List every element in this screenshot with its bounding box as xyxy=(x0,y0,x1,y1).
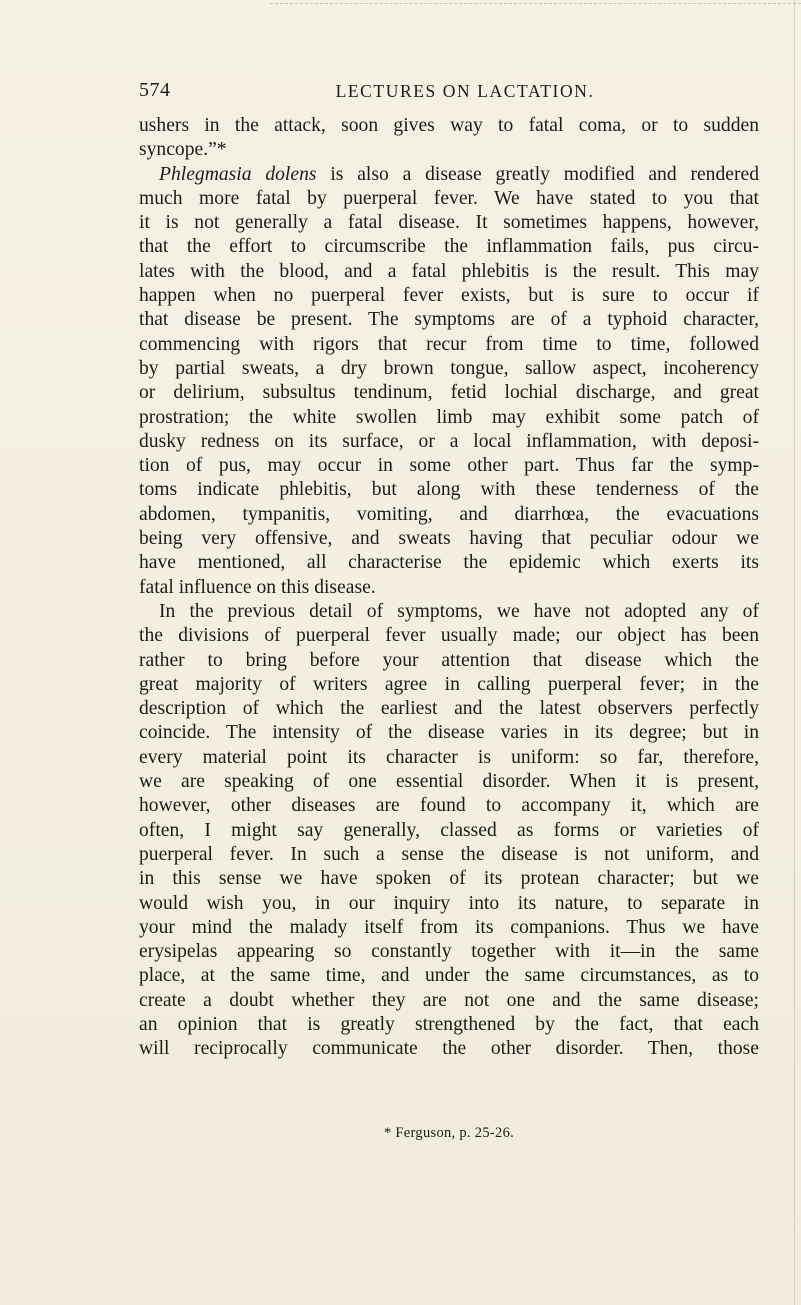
text-line: In the previous detail of symptoms, we have not adopted any of xyxy=(159,600,759,622)
text-line: would wish you, in our inquiry into its nature, to separate in xyxy=(139,892,759,914)
text-line: often, I might say generally, classed as forms or varieties of xyxy=(139,819,759,841)
text-line: however, other diseases are found to accompany it, which are xyxy=(139,795,759,817)
text-line: by partial sweats, a dry brown tongue, sallow aspect, incoherency xyxy=(139,357,759,379)
text-line: toms indicate phlebitis, but along with these tenderness of the xyxy=(139,479,759,501)
text-line: being very offensive, and sweats having that peculiar odour we xyxy=(139,528,759,550)
text-line: place, at the same time, and under the same circumstances, as to xyxy=(139,965,759,987)
text-line: coincide. The intensity of the disease varies in its degree; but in xyxy=(139,722,759,744)
text-line: syncope.”* xyxy=(139,139,227,161)
text-line: or delirium, subsultus tendinum, fetid lochial discharge, and great xyxy=(139,382,759,404)
running-head: LECTURES ON LACTATION. xyxy=(335,81,595,101)
text-line: that the effort to circumscribe the inflammation fails, pus circu- xyxy=(139,236,759,258)
text-line: in this sense we have spoken of its protean character; but we xyxy=(139,868,759,890)
text-line: the divisions of puerperal fever usually made; our object has been xyxy=(139,625,759,647)
text-line: great majority of writers agree in calling puerperal fever; in the xyxy=(139,673,759,695)
page-number: 574 xyxy=(139,79,171,101)
text-line: much more fatal by puerperal fever. We have stated to you that xyxy=(139,187,759,209)
text-line: dusky redness on its surface, or a local inflammation, with deposi- xyxy=(139,430,759,452)
text-line: erysipelas appearing so constantly together with it—in the same xyxy=(139,941,759,963)
text-line: abdomen, tympanitis, vomiting, and diarrhœa, the evacuations xyxy=(139,503,759,525)
text-line xyxy=(139,163,759,187)
text-line: that disease be present. The symptoms are of a typhoid character, xyxy=(139,309,759,331)
text-line: lates with the blood, and a fatal phlebitis is the result. This may xyxy=(139,260,759,282)
text-line: rather to bring before your attention that disease which the xyxy=(139,649,759,671)
page-edge-shadow xyxy=(794,0,795,1305)
page-header xyxy=(139,79,751,103)
text-line: fatal influence on this disease. xyxy=(139,576,376,598)
text-line: every material point its character is uniform: so far, therefore, xyxy=(139,746,759,768)
body-text xyxy=(139,114,759,1062)
text-line: we are speaking of one essential disorder. When it is present, xyxy=(139,771,759,793)
top-edge-rule xyxy=(270,3,801,4)
text-line: puerperal fever. In such a sense the disease is not uniform, and xyxy=(139,843,759,865)
text-line: ushers in the attack, soon gives way to fatal coma, or to sudden xyxy=(139,115,759,136)
text-line: prostration; the white swollen limb may exhibit some patch of xyxy=(139,406,759,428)
text-line: it is not generally a fatal disease. It sometimes happens, however, xyxy=(139,212,759,234)
footnote: * Ferguson, p. 25-26. xyxy=(383,1125,515,1141)
text-line: will reciprocally communicate the other disorder. Then, those xyxy=(139,1038,759,1060)
text-line: description of which the earliest and the latest observers perfectly xyxy=(139,698,759,720)
text-run: is also a disease greatly modified and rendered xyxy=(316,163,759,185)
text-line: happen when no puerperal fever exists, but is sure to occur if xyxy=(139,285,759,307)
text-line: an opinion that is greatly strengthened by the fact, that each xyxy=(139,1013,759,1035)
text-line: have mentioned, all characterise the epidemic which exerts its xyxy=(139,552,759,574)
text-line: commencing with rigors that recur from time to time, followed xyxy=(139,333,759,355)
italic-term: Phlegmasia dolens xyxy=(159,163,317,185)
text-line: your mind the malady itself from its companions. Thus we have xyxy=(139,916,759,938)
text-line: create a doubt whether they are not one and the same disease; xyxy=(139,989,759,1011)
text-line: tion of pus, may occur in some other part. Thus far the symp- xyxy=(139,455,759,477)
